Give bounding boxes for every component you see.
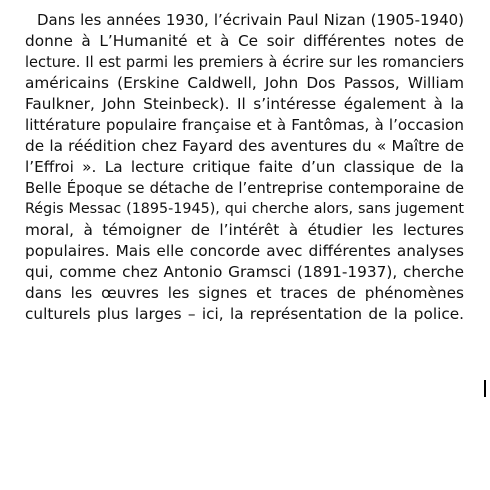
paragraph-line: culturels plus larges – ici, la représentation de la police. bbox=[25, 305, 464, 323]
paragraph-line: moral, à témoigner de l’intérêt à étudier les lectures bbox=[25, 221, 464, 239]
paragraph-line: Faulkner, John Steinbeck). Il s’intéresse également à la bbox=[25, 95, 464, 113]
paragraph-line: Régis Messac (1895-1945), qui cherche alors, sans jugement bbox=[25, 201, 464, 217]
body-paragraph bbox=[25, 10, 464, 325]
paragraph-line: qui, comme chez Antonio Gramsci (1891-1937), cherche bbox=[25, 263, 464, 281]
paragraph-line: de la réédition chez Fayard des aventures du « Maître de bbox=[25, 137, 464, 155]
paragraph-line: donne à L’Humanité et à Ce soir différentes notes de bbox=[25, 32, 464, 50]
text-cursor-mark bbox=[484, 380, 486, 397]
paragraph-line: populaires. Mais elle concorde avec différentes analyses bbox=[25, 242, 464, 260]
paragraph-line: américains (Erskine Caldwell, John Dos Passos, William bbox=[25, 74, 464, 92]
paragraph-line: lecture. Il est parmi les premiers à écrire sur les romanciers bbox=[25, 54, 464, 71]
paragraph-line: Dans les années 1930, l’écrivain Paul Nizan (1905-1940) bbox=[37, 11, 464, 29]
paragraph-line: Belle Époque se détache de l’entreprise contemporaine de bbox=[25, 180, 464, 197]
paragraph-line: dans les œuvres les signes et traces de phénomènes bbox=[25, 284, 464, 302]
paragraph-line: l’Effroi ». La lecture critique faite d’un classique de la bbox=[25, 158, 464, 176]
paragraph-line: littérature populaire française et à Fantômas, à l’occasion bbox=[25, 116, 464, 134]
